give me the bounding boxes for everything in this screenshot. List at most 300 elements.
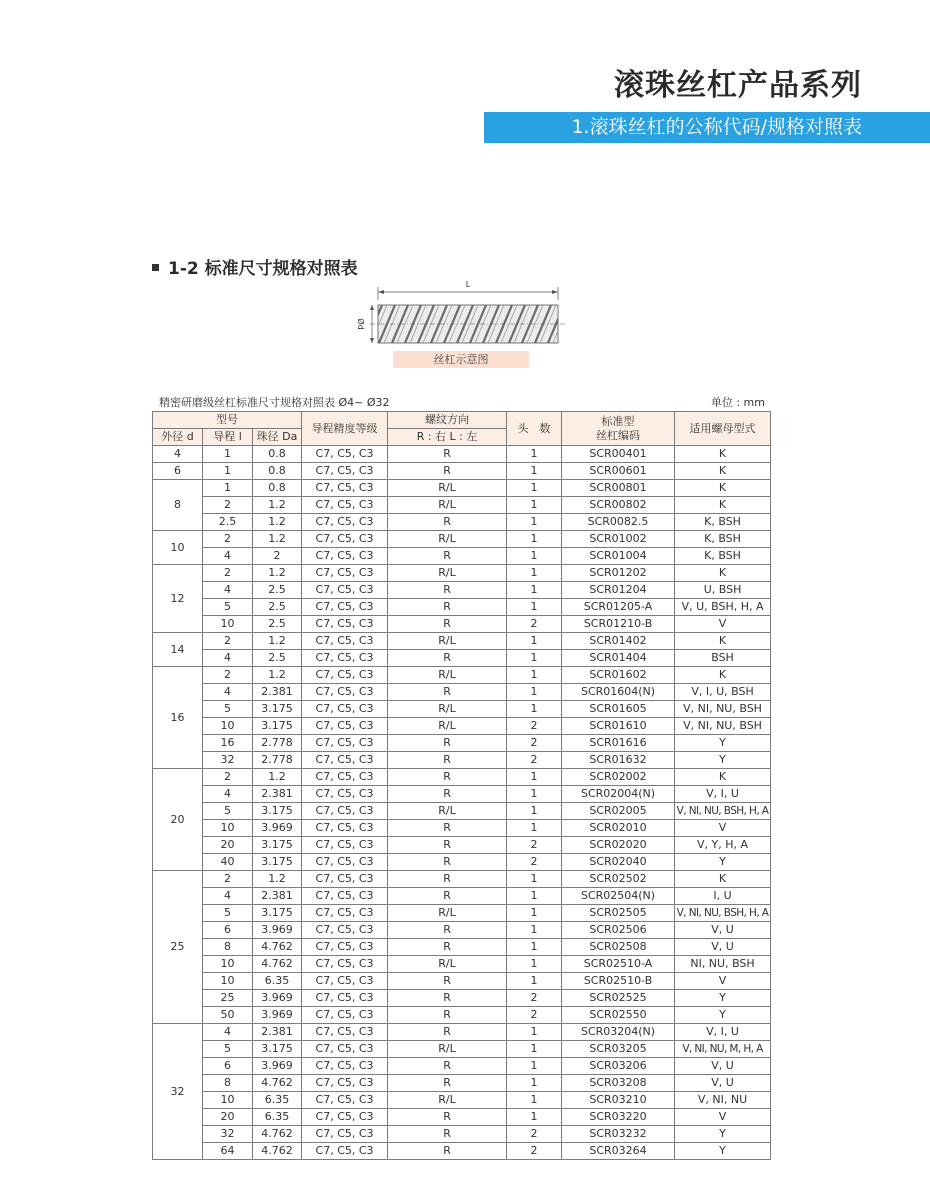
outer-d-cell: 16 bbox=[153, 667, 203, 769]
section-heading-text: 1-2 标准尺寸规格对照表 bbox=[168, 259, 358, 279]
header-code-line2: 丝杠编码 bbox=[596, 428, 641, 442]
grade-cell: C7, C5, C3 bbox=[302, 531, 388, 548]
grade-cell: C7, C5, C3 bbox=[302, 735, 388, 752]
outer-d-cell: 12 bbox=[153, 565, 203, 633]
grade-cell: C7, C5, C3 bbox=[302, 1058, 388, 1075]
table-row bbox=[153, 616, 771, 633]
ball-d-cell: 2.381 bbox=[253, 684, 302, 701]
code-cell: SCR02510-A bbox=[562, 956, 675, 973]
lead-cell: 5 bbox=[203, 1041, 253, 1058]
grade-cell: C7, C5, C3 bbox=[302, 463, 388, 480]
thread-cell: R bbox=[388, 650, 507, 667]
thread-cell: R bbox=[388, 922, 507, 939]
code-cell: SCR01604(N) bbox=[562, 684, 675, 701]
ball-d-cell: 0.8 bbox=[253, 463, 302, 480]
nut-cell: Y bbox=[675, 1007, 771, 1024]
nut-cell: V, Y, H, A bbox=[675, 837, 771, 854]
grade-cell: C7, C5, C3 bbox=[302, 854, 388, 871]
thread-cell: R/L bbox=[388, 803, 507, 820]
nut-cell: K, BSH bbox=[675, 531, 771, 548]
outer-d-cell: 8 bbox=[153, 480, 203, 531]
header-grade: 导程精度等级 bbox=[302, 412, 388, 446]
thread-cell: R/L bbox=[388, 667, 507, 684]
ball-d-cell: 3.969 bbox=[253, 922, 302, 939]
ball-d-cell: 2.5 bbox=[253, 616, 302, 633]
thread-cell: R/L bbox=[388, 718, 507, 735]
lead-cell: 2 bbox=[203, 565, 253, 582]
table-row bbox=[153, 667, 771, 684]
thread-cell: R bbox=[388, 446, 507, 463]
nut-cell: K bbox=[675, 565, 771, 582]
lead-cell: 5 bbox=[203, 599, 253, 616]
ball-d-cell: 2 bbox=[253, 548, 302, 565]
header-nut: 适用螺母型式 bbox=[675, 412, 771, 446]
nut-cell: V, NI, NU bbox=[675, 1092, 771, 1109]
outer-d-cell: 10 bbox=[153, 531, 203, 565]
nut-cell: V bbox=[675, 973, 771, 990]
ball-screw-diagram bbox=[346, 278, 586, 348]
nut-cell: V bbox=[675, 616, 771, 633]
code-cell: SCR02002 bbox=[562, 769, 675, 786]
ball-d-cell: 3.969 bbox=[253, 1058, 302, 1075]
table-row bbox=[153, 786, 771, 803]
lead-cell: 2.5 bbox=[203, 514, 253, 531]
code-cell: SCR03208 bbox=[562, 1075, 675, 1092]
thread-cell: R bbox=[388, 1024, 507, 1041]
starts-cell: 1 bbox=[507, 803, 562, 820]
ball-d-cell: 3.175 bbox=[253, 803, 302, 820]
thread-cell: R bbox=[388, 786, 507, 803]
starts-cell: 1 bbox=[507, 769, 562, 786]
lead-cell: 2 bbox=[203, 497, 253, 514]
lead-cell: 2 bbox=[203, 667, 253, 684]
outer-d-cell: 32 bbox=[153, 1024, 203, 1160]
outer-d-cell: 20 bbox=[153, 769, 203, 871]
outer-d-cell: 4 bbox=[153, 446, 203, 463]
starts-cell: 1 bbox=[507, 565, 562, 582]
ball-d-cell: 4.762 bbox=[253, 939, 302, 956]
code-cell: SCR02550 bbox=[562, 1007, 675, 1024]
lead-cell: 4 bbox=[203, 1024, 253, 1041]
starts-cell: 1 bbox=[507, 497, 562, 514]
nut-cell: Y bbox=[675, 990, 771, 1007]
table-row bbox=[153, 701, 771, 718]
spec-table bbox=[152, 411, 771, 1160]
lead-cell: 25 bbox=[203, 990, 253, 1007]
diameter-label: Ød bbox=[356, 318, 365, 330]
starts-cell: 1 bbox=[507, 956, 562, 973]
ball-d-cell: 4.762 bbox=[253, 1143, 302, 1160]
code-cell: SCR0082.5 bbox=[562, 514, 675, 531]
starts-cell: 1 bbox=[507, 548, 562, 565]
thread-cell: R bbox=[388, 1007, 507, 1024]
length-label: L bbox=[465, 280, 471, 289]
ball-d-cell: 1.2 bbox=[253, 667, 302, 684]
starts-cell: 1 bbox=[507, 463, 562, 480]
table-row bbox=[153, 735, 771, 752]
grade-cell: C7, C5, C3 bbox=[302, 514, 388, 531]
code-cell: SCR00802 bbox=[562, 497, 675, 514]
lead-cell: 20 bbox=[203, 1109, 253, 1126]
table-row bbox=[153, 446, 771, 463]
grade-cell: C7, C5, C3 bbox=[302, 1007, 388, 1024]
table-row bbox=[153, 939, 771, 956]
code-cell: SCR02510-B bbox=[562, 973, 675, 990]
starts-cell: 1 bbox=[507, 888, 562, 905]
lead-cell: 4 bbox=[203, 684, 253, 701]
nut-cell: V, NI, NU, BSH, H, A bbox=[675, 803, 771, 820]
table-row bbox=[153, 905, 771, 922]
thread-cell: R bbox=[388, 973, 507, 990]
grade-cell: C7, C5, C3 bbox=[302, 1109, 388, 1126]
ball-d-cell: 3.175 bbox=[253, 905, 302, 922]
lead-cell: 4 bbox=[203, 888, 253, 905]
header-lead: 导程 l bbox=[203, 429, 253, 446]
code-cell: SCR01616 bbox=[562, 735, 675, 752]
grade-cell: C7, C5, C3 bbox=[302, 752, 388, 769]
code-cell: SCR03264 bbox=[562, 1143, 675, 1160]
ball-d-cell: 3.175 bbox=[253, 701, 302, 718]
lead-cell: 2 bbox=[203, 769, 253, 786]
header-outer-d: 外径 d bbox=[153, 429, 203, 446]
thread-cell: R bbox=[388, 888, 507, 905]
grade-cell: C7, C5, C3 bbox=[302, 701, 388, 718]
starts-cell: 2 bbox=[507, 990, 562, 1007]
thread-cell: R bbox=[388, 514, 507, 531]
starts-cell: 1 bbox=[507, 922, 562, 939]
ball-d-cell: 4.762 bbox=[253, 956, 302, 973]
nut-cell: K bbox=[675, 871, 771, 888]
grade-cell: C7, C5, C3 bbox=[302, 548, 388, 565]
table-row bbox=[153, 480, 771, 497]
code-cell: SCR01204 bbox=[562, 582, 675, 599]
grade-cell: C7, C5, C3 bbox=[302, 990, 388, 1007]
nut-cell: K, BSH bbox=[675, 548, 771, 565]
nut-cell: K, BSH bbox=[675, 514, 771, 531]
ball-d-cell: 2.5 bbox=[253, 650, 302, 667]
header-code bbox=[562, 412, 675, 446]
grade-cell: C7, C5, C3 bbox=[302, 616, 388, 633]
code-cell: SCR03206 bbox=[562, 1058, 675, 1075]
ball-d-cell: 4.762 bbox=[253, 1075, 302, 1092]
header-code-line1: 标准型 bbox=[601, 414, 635, 428]
ball-d-cell: 0.8 bbox=[253, 446, 302, 463]
ball-d-cell: 3.969 bbox=[253, 820, 302, 837]
table-row bbox=[153, 871, 771, 888]
lead-cell: 4 bbox=[203, 786, 253, 803]
code-cell: SCR00601 bbox=[562, 463, 675, 480]
nut-cell: V bbox=[675, 1109, 771, 1126]
nut-cell: V, NI, NU, BSH, H, A bbox=[675, 905, 771, 922]
ball-d-cell: 6.35 bbox=[253, 973, 302, 990]
ball-d-cell: 4.762 bbox=[253, 1126, 302, 1143]
grade-cell: C7, C5, C3 bbox=[302, 1126, 388, 1143]
table-row bbox=[153, 769, 771, 786]
code-cell: SCR02525 bbox=[562, 990, 675, 1007]
ball-d-cell: 1.2 bbox=[253, 531, 302, 548]
code-cell: SCR01632 bbox=[562, 752, 675, 769]
starts-cell: 1 bbox=[507, 667, 562, 684]
grade-cell: C7, C5, C3 bbox=[302, 803, 388, 820]
lead-cell: 5 bbox=[203, 803, 253, 820]
thread-cell: R bbox=[388, 854, 507, 871]
grade-cell: C7, C5, C3 bbox=[302, 939, 388, 956]
starts-cell: 1 bbox=[507, 1041, 562, 1058]
outer-d-cell: 25 bbox=[153, 871, 203, 1024]
section-banner: 1.滚珠丝杠的公称代码/规格对照表 bbox=[484, 112, 930, 143]
header-starts: 头 数 bbox=[507, 412, 562, 446]
table-row bbox=[153, 718, 771, 735]
ball-d-cell: 1.2 bbox=[253, 769, 302, 786]
table-row bbox=[153, 565, 771, 582]
grade-cell: C7, C5, C3 bbox=[302, 497, 388, 514]
nut-cell: V, I, U, BSH bbox=[675, 684, 771, 701]
starts-cell: 1 bbox=[507, 1109, 562, 1126]
table-row bbox=[153, 854, 771, 871]
thread-cell: R bbox=[388, 990, 507, 1007]
nut-cell: Y bbox=[675, 1126, 771, 1143]
starts-cell: 1 bbox=[507, 905, 562, 922]
ball-d-cell: 2.5 bbox=[253, 582, 302, 599]
code-cell: SCR02004(N) bbox=[562, 786, 675, 803]
code-cell: SCR01404 bbox=[562, 650, 675, 667]
starts-cell: 2 bbox=[507, 1126, 562, 1143]
table-row bbox=[153, 752, 771, 769]
lead-cell: 10 bbox=[203, 718, 253, 735]
table-row bbox=[153, 1007, 771, 1024]
code-cell: SCR02502 bbox=[562, 871, 675, 888]
grade-cell: C7, C5, C3 bbox=[302, 1075, 388, 1092]
grade-cell: C7, C5, C3 bbox=[302, 650, 388, 667]
thread-cell: R/L bbox=[388, 905, 507, 922]
starts-cell: 1 bbox=[507, 701, 562, 718]
ball-d-cell: 2.5 bbox=[253, 599, 302, 616]
ball-d-cell: 3.175 bbox=[253, 837, 302, 854]
table-row bbox=[153, 497, 771, 514]
thread-cell: R/L bbox=[388, 956, 507, 973]
table-row bbox=[153, 820, 771, 837]
nut-cell: V, U bbox=[675, 939, 771, 956]
grade-cell: C7, C5, C3 bbox=[302, 599, 388, 616]
code-cell: SCR01610 bbox=[562, 718, 675, 735]
ball-d-cell: 1.2 bbox=[253, 633, 302, 650]
grade-cell: C7, C5, C3 bbox=[302, 837, 388, 854]
thread-cell: R bbox=[388, 463, 507, 480]
lead-cell: 4 bbox=[203, 650, 253, 667]
code-cell: SCR01602 bbox=[562, 667, 675, 684]
nut-cell: Y bbox=[675, 854, 771, 871]
table-row bbox=[153, 548, 771, 565]
grade-cell: C7, C5, C3 bbox=[302, 905, 388, 922]
ball-d-cell: 1.2 bbox=[253, 871, 302, 888]
nut-cell: V, I, U bbox=[675, 786, 771, 803]
diagram-caption: 丝杠示意图 bbox=[393, 351, 529, 368]
code-cell: SCR02506 bbox=[562, 922, 675, 939]
thread-cell: R/L bbox=[388, 1092, 507, 1109]
starts-cell: 1 bbox=[507, 1075, 562, 1092]
ball-d-cell: 3.175 bbox=[253, 718, 302, 735]
lead-cell: 1 bbox=[203, 446, 253, 463]
ball-d-cell: 1.2 bbox=[253, 514, 302, 531]
outer-d-cell: 6 bbox=[153, 463, 203, 480]
code-cell: SCR01202 bbox=[562, 565, 675, 582]
grade-cell: C7, C5, C3 bbox=[302, 684, 388, 701]
table-row bbox=[153, 1075, 771, 1092]
table-row bbox=[153, 1024, 771, 1041]
ball-d-cell: 1.2 bbox=[253, 497, 302, 514]
code-cell: SCR02040 bbox=[562, 854, 675, 871]
thread-cell: R bbox=[388, 939, 507, 956]
starts-cell: 1 bbox=[507, 1024, 562, 1041]
starts-cell: 1 bbox=[507, 514, 562, 531]
table-row bbox=[153, 1109, 771, 1126]
lead-cell: 50 bbox=[203, 1007, 253, 1024]
code-cell: SCR01004 bbox=[562, 548, 675, 565]
thread-cell: R/L bbox=[388, 565, 507, 582]
nut-cell: BSH bbox=[675, 650, 771, 667]
thread-cell: R/L bbox=[388, 701, 507, 718]
nut-cell: V, NI, NU, BSH bbox=[675, 718, 771, 735]
lead-cell: 2 bbox=[203, 531, 253, 548]
nut-cell: V, U bbox=[675, 1075, 771, 1092]
code-cell: SCR03205 bbox=[562, 1041, 675, 1058]
thread-cell: R bbox=[388, 871, 507, 888]
thread-cell: R bbox=[388, 1109, 507, 1126]
starts-cell: 1 bbox=[507, 446, 562, 463]
table-row bbox=[153, 684, 771, 701]
nut-cell: NI, NU, BSH bbox=[675, 956, 771, 973]
grade-cell: C7, C5, C3 bbox=[302, 1041, 388, 1058]
thread-cell: R bbox=[388, 735, 507, 752]
starts-cell: 1 bbox=[507, 684, 562, 701]
starts-cell: 1 bbox=[507, 786, 562, 803]
header-ball-d: 珠径 Da bbox=[253, 429, 302, 446]
starts-cell: 1 bbox=[507, 599, 562, 616]
table-row bbox=[153, 922, 771, 939]
starts-cell: 1 bbox=[507, 582, 562, 599]
ball-d-cell: 0.8 bbox=[253, 480, 302, 497]
thread-cell: R bbox=[388, 582, 507, 599]
table-title: 精密研磨级丝杠标准尺寸规格对照表 Ø4~ Ø32 bbox=[159, 396, 390, 409]
lead-cell: 16 bbox=[203, 735, 253, 752]
thread-cell: R/L bbox=[388, 480, 507, 497]
grade-cell: C7, C5, C3 bbox=[302, 582, 388, 599]
starts-cell: 1 bbox=[507, 650, 562, 667]
lead-cell: 5 bbox=[203, 905, 253, 922]
nut-cell: K bbox=[675, 497, 771, 514]
ball-d-cell: 1.2 bbox=[253, 565, 302, 582]
table-row bbox=[153, 1058, 771, 1075]
lead-cell: 1 bbox=[203, 480, 253, 497]
lead-cell: 64 bbox=[203, 1143, 253, 1160]
square-bullet-icon bbox=[152, 264, 159, 271]
lead-cell: 2 bbox=[203, 871, 253, 888]
grade-cell: C7, C5, C3 bbox=[302, 1024, 388, 1041]
starts-cell: 1 bbox=[507, 1058, 562, 1075]
table-row bbox=[153, 650, 771, 667]
thread-cell: R bbox=[388, 599, 507, 616]
code-cell: SCR01002 bbox=[562, 531, 675, 548]
code-cell: SCR02020 bbox=[562, 837, 675, 854]
grade-cell: C7, C5, C3 bbox=[302, 956, 388, 973]
starts-cell: 1 bbox=[507, 480, 562, 497]
lead-cell: 1 bbox=[203, 463, 253, 480]
table-row bbox=[153, 837, 771, 854]
grade-cell: C7, C5, C3 bbox=[302, 633, 388, 650]
grade-cell: C7, C5, C3 bbox=[302, 565, 388, 582]
starts-cell: 2 bbox=[507, 735, 562, 752]
starts-cell: 2 bbox=[507, 752, 562, 769]
lead-cell: 5 bbox=[203, 701, 253, 718]
nut-cell: V, NI, NU, M, H, A bbox=[675, 1041, 771, 1058]
page-title: 滚珠丝杠产品系列 bbox=[614, 68, 862, 103]
code-cell: SCR02505 bbox=[562, 905, 675, 922]
lead-cell: 2 bbox=[203, 633, 253, 650]
nut-cell: Y bbox=[675, 752, 771, 769]
starts-cell: 1 bbox=[507, 820, 562, 837]
starts-cell: 1 bbox=[507, 1092, 562, 1109]
lead-cell: 10 bbox=[203, 616, 253, 633]
thread-cell: R bbox=[388, 1143, 507, 1160]
code-cell: SCR02010 bbox=[562, 820, 675, 837]
lead-cell: 32 bbox=[203, 1126, 253, 1143]
grade-cell: C7, C5, C3 bbox=[302, 718, 388, 735]
code-cell: SCR02508 bbox=[562, 939, 675, 956]
grade-cell: C7, C5, C3 bbox=[302, 1092, 388, 1109]
lead-cell: 10 bbox=[203, 956, 253, 973]
ball-d-cell: 2.381 bbox=[253, 1024, 302, 1041]
nut-cell: V, U bbox=[675, 922, 771, 939]
grade-cell: C7, C5, C3 bbox=[302, 667, 388, 684]
lead-cell: 10 bbox=[203, 973, 253, 990]
lead-cell: 40 bbox=[203, 854, 253, 871]
starts-cell: 1 bbox=[507, 531, 562, 548]
ball-d-cell: 2.381 bbox=[253, 888, 302, 905]
lead-cell: 10 bbox=[203, 1092, 253, 1109]
code-cell: SCR02504(N) bbox=[562, 888, 675, 905]
nut-cell: K bbox=[675, 769, 771, 786]
ball-d-cell: 3.969 bbox=[253, 990, 302, 1007]
nut-cell: Y bbox=[675, 735, 771, 752]
ball-d-cell: 3.175 bbox=[253, 1041, 302, 1058]
code-cell: SCR00801 bbox=[562, 480, 675, 497]
lead-cell: 10 bbox=[203, 820, 253, 837]
thread-cell: R bbox=[388, 752, 507, 769]
code-cell: SCR03232 bbox=[562, 1126, 675, 1143]
table-row bbox=[153, 1126, 771, 1143]
nut-cell: V, I, U bbox=[675, 1024, 771, 1041]
starts-cell: 1 bbox=[507, 633, 562, 650]
ball-d-cell: 3.969 bbox=[253, 1007, 302, 1024]
ball-d-cell: 2.778 bbox=[253, 752, 302, 769]
starts-cell: 2 bbox=[507, 854, 562, 871]
code-cell: SCR03210 bbox=[562, 1092, 675, 1109]
thread-cell: R bbox=[388, 769, 507, 786]
lead-cell: 4 bbox=[203, 582, 253, 599]
outer-d-cell: 14 bbox=[153, 633, 203, 667]
code-cell: SCR03204(N) bbox=[562, 1024, 675, 1041]
starts-cell: 2 bbox=[507, 837, 562, 854]
thread-cell: R bbox=[388, 548, 507, 565]
grade-cell: C7, C5, C3 bbox=[302, 871, 388, 888]
ball-d-cell: 3.175 bbox=[253, 854, 302, 871]
thread-cell: R/L bbox=[388, 1041, 507, 1058]
table-row bbox=[153, 514, 771, 531]
lead-cell: 6 bbox=[203, 1058, 253, 1075]
grade-cell: C7, C5, C3 bbox=[302, 820, 388, 837]
thread-cell: R/L bbox=[388, 497, 507, 514]
table-row bbox=[153, 531, 771, 548]
